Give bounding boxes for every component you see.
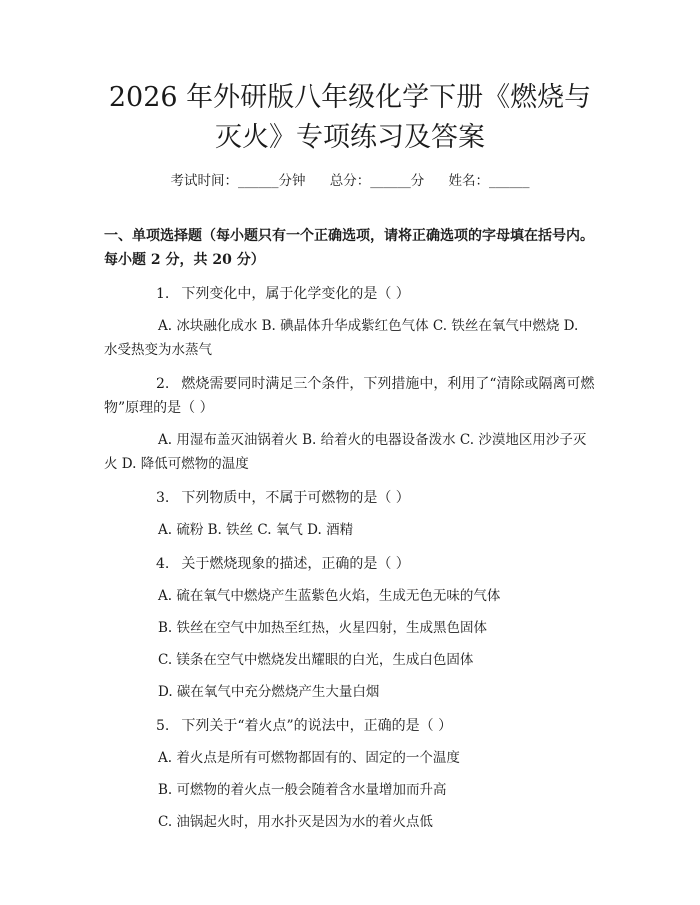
question-1 <box>104 282 596 306</box>
question-number: 1. <box>156 286 170 302</box>
question-4-option-a: A. 硫在氧气中燃烧产生蓝紫色火焰，生成无色无味的气体 <box>158 588 501 604</box>
question-number: 4. <box>156 556 170 572</box>
question-1-options: A. 冰块融化成水 B. 碘晶体升华成紫红色气体 C. 铁丝在氧气中燃烧 D. 水受热变为水蒸气 <box>104 318 579 358</box>
question-stem: 下列物质中，不属于可燃物的是（ ） <box>181 490 410 506</box>
question-3-options: A. 硫粉 B. 铁丝 C. 氧气 D. 酒精 <box>158 522 354 538</box>
question-4-option-b: B. 铁丝在空气中加热至红热，火星四射，生成黑色固体 <box>158 620 488 636</box>
question-number: 3. <box>156 490 170 506</box>
student-name-field: 姓名：______ <box>448 173 530 189</box>
question-stem: 下列变化中，属于化学变化的是（ ） <box>181 286 410 302</box>
question-2 <box>104 372 596 420</box>
question-number: 2. <box>156 376 170 392</box>
question-stem: 下列关于“着火点”的说法中，正确的是（ ） <box>181 718 453 734</box>
question-stem: 关于燃烧现象的描述，正确的是（ ） <box>181 556 410 572</box>
question-4-option-d: D. 碳在氧气中充分燃烧产生大量白烟 <box>158 684 380 700</box>
question-stem: 燃烧需要同时满足三个条件，下列措施中，利用了“清除或隔离可燃物”原理的是（ ） <box>104 376 595 416</box>
question-2-options: A. 用湿布盖灭油锅着火 B. 给着火的电器设备泼水 C. 沙漠地区用沙子灭火 D. 降低可燃物的温度 <box>104 432 587 472</box>
question-3 <box>104 486 596 510</box>
section-heading-single-choice: 一、单项选择题（每小题只有一个正确选项，请将正确选项的字母填在括号内。每小题 2 分，共 20 分） <box>104 228 594 268</box>
question-5-option-c: C. 油锅起火时，用水扑灭是因为水的着火点低 <box>158 814 433 830</box>
question-5-option-a: A. 着火点是所有可燃物都固有的、固定的一个温度 <box>158 750 460 766</box>
question-4-option-c: C. 镁条在空气中燃烧发出耀眼的白光，生成白色固体 <box>158 652 474 668</box>
question-5-option-b: B. 可燃物的着火点一般会随着含水量增加而升高 <box>158 782 447 798</box>
question-number: 5. <box>156 718 170 734</box>
total-score-field: 总分：______分 <box>329 173 425 189</box>
document-title: 2026 年外研版八年级化学下册《燃烧与灭火》专项练习及答案 <box>108 82 592 153</box>
question-5 <box>104 714 596 738</box>
exam-time-field: 考试时间：______分钟 <box>170 173 306 189</box>
question-4 <box>104 552 596 576</box>
exam-info-line <box>104 170 596 192</box>
